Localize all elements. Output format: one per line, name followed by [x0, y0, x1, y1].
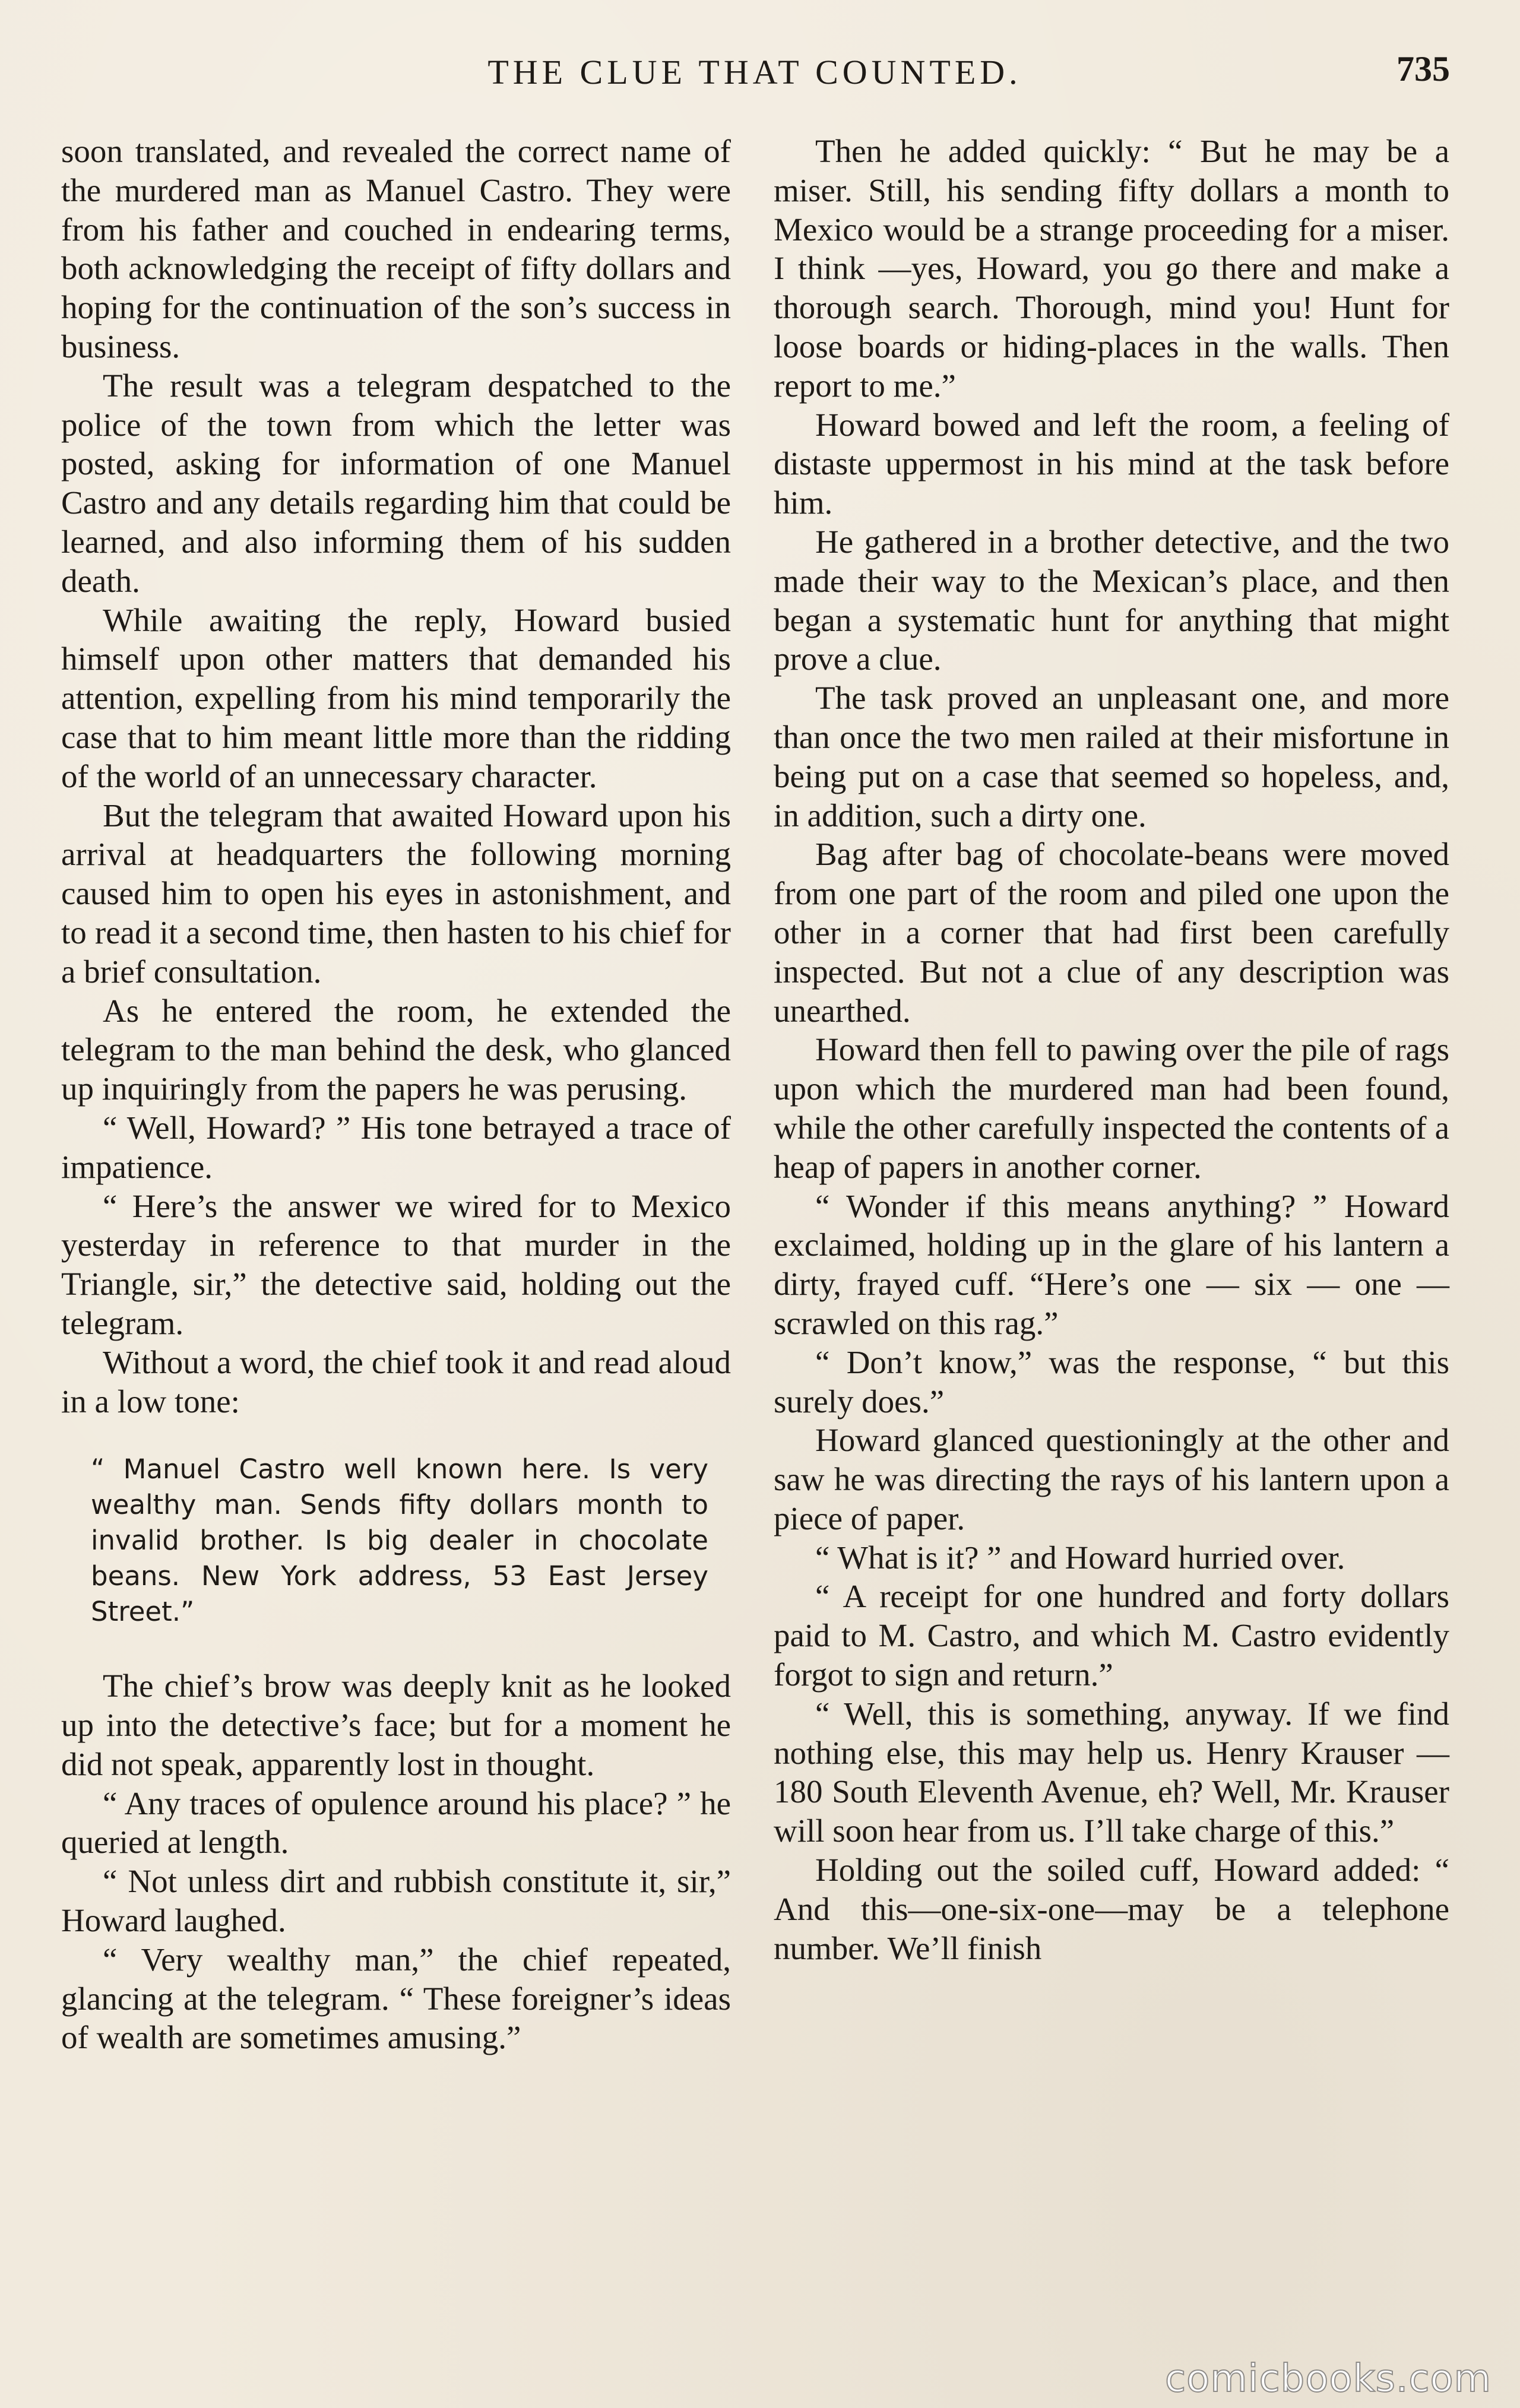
paragraph: “ Well, this is something, anyway. If we find nothing else, this may help us. Henry Krauser — 180 South Eleventh Avenue, eh? Well, Mr. Krauser will soon hear from us. I’ll take charge of this.” [774, 1695, 1449, 1849]
paragraph: Howard bowed and left the room, a feeling of distaste uppermost in his mind at the task before him. [774, 406, 1449, 521]
paragraph: Holding out the soiled cuff, Howard added: “ And this—one-six-one—may be a telephone number. We’ll finish [774, 1852, 1449, 1966]
paragraph: While awaiting the reply, Howard busied himself upon other matters that demanded his attention, expelling from his mind temporarily the case that to him meant little more than the ridding of the world of an unnecessary character. [61, 601, 731, 794]
paragraph: “ A receipt for one hundred and forty dollars paid to M. Castro, and which M. Castro evidently forgot to sign and return.” [774, 1578, 1449, 1693]
paragraph: Without a word, the chief took it and read aloud in a low tone: [61, 1344, 731, 1420]
right-column [774, 132, 1449, 1967]
paragraph: “ Here’s the answer we wired for to Mexico yesterday in reference to that murder in the Triangle, sir,” the detective said, holding out the telegram. [61, 1187, 731, 1341]
paragraph: But the telegram that awaited Howard upon his arrival at headquarters the following morning caused him to open his eyes in astonishment, and to read it a second time, then hasten to his chief for a brief consultation. [61, 797, 731, 990]
paragraph: The chief’s brow was deeply knit as he looked up into the detective’s face; but for a moment he did not speak, apparently lost in thought. [61, 1668, 731, 1782]
paragraph: Bag after bag of chocolate-beans were moved from one part of the room and piled one upon the other in a corner that had first been carefully inspected. But not a clue of any description was unearthed. [774, 836, 1449, 1029]
paragraph: Howard then fell to pawing over the pile of rags upon which the murdered man had been found, while the other carefully inspected the contents of a heap of papers in another corner. [774, 1031, 1449, 1185]
paragraph: The task proved an unpleasant one, and more than once the two men railed at their misfortune in being put on a case that seemed so hopeless, and, in addition, such a dirty one. [774, 680, 1449, 834]
paragraph: Then he added quickly: “ But he may be a miser. Still, his sending fifty dollars a month to Mexico would be a strange proceeding for a miser. I think —yes, Howard, you go there and make a thorough search. Thorough, mind you! Hunt for loose boards or hiding-places in the walls. Then report to me.” [774, 133, 1449, 404]
paragraph: “ Well, Howard? ” His tone betrayed a trace of impatience. [61, 1109, 731, 1185]
paragraph: Howard glanced questioningly at the other and saw he was directing the rays of his lantern upon a piece of paper. [774, 1422, 1449, 1536]
paragraph: “ Not unless dirt and rubbish constitute it, sir,” Howard laughed. [61, 1863, 731, 1939]
left-column [61, 132, 731, 2057]
paragraph: “ Very wealthy man,” the chief repeated, glancing at the telegram. “ These foreigner’s ideas of wealth are sometimes amusing.” [61, 1941, 731, 2056]
site-watermark: comicbooks.com [1164, 2357, 1492, 2401]
paragraph: The result was a telegram despatched to the police of the town from which the letter was posted, asking for information of one Manuel Castro and any details regarding him that could be learned, and also informing them of his sudden death. [61, 367, 731, 599]
paragraph: “ Don’t know,” was the response, “ but this surely does.” [774, 1344, 1449, 1420]
paragraph: “ Wonder if this means anything? ” Howard exclaimed, holding up in the glare of his lantern a dirty, frayed cuff. “Here’s one — six — one — scrawled on this rag.” [774, 1187, 1449, 1341]
telegram-quote [91, 1452, 708, 1630]
paragraph: “ Any traces of opulence around his place? ” he queried at length. [61, 1785, 731, 1861]
telegram-text: “ Manuel Castro well known here. Is very wealthy man. Sends fifty dollars month to invalid brother. Is big dealer in chocolate beans. New York address, 53 East Jersey Street.” [91, 1453, 708, 1628]
page-number: 735 [1396, 49, 1450, 88]
paragraph: “ What is it? ” and Howard hurried over. [815, 1539, 1345, 1576]
page-header [59, 49, 1450, 96]
paragraph: As he entered the room, he extended the telegram to the man behind the desk, who glanced up inquiringly from the papers he was perusing. [61, 992, 731, 1107]
running-title: THE CLUE THAT COUNTED. [487, 53, 1022, 91]
paragraph: soon translated, and revealed the correct name of the murdered man as Manuel Castro. They were from his father and couched in endearing terms, both acknowledging the receipt of fifty dollars and hoping for the continuation of the son’s success in business. [61, 133, 731, 365]
paragraph: He gathered in a brother detective, and the two made their way to the Mexican’s place, and then began a systematic hunt for anything that might prove a clue. [774, 523, 1449, 677]
